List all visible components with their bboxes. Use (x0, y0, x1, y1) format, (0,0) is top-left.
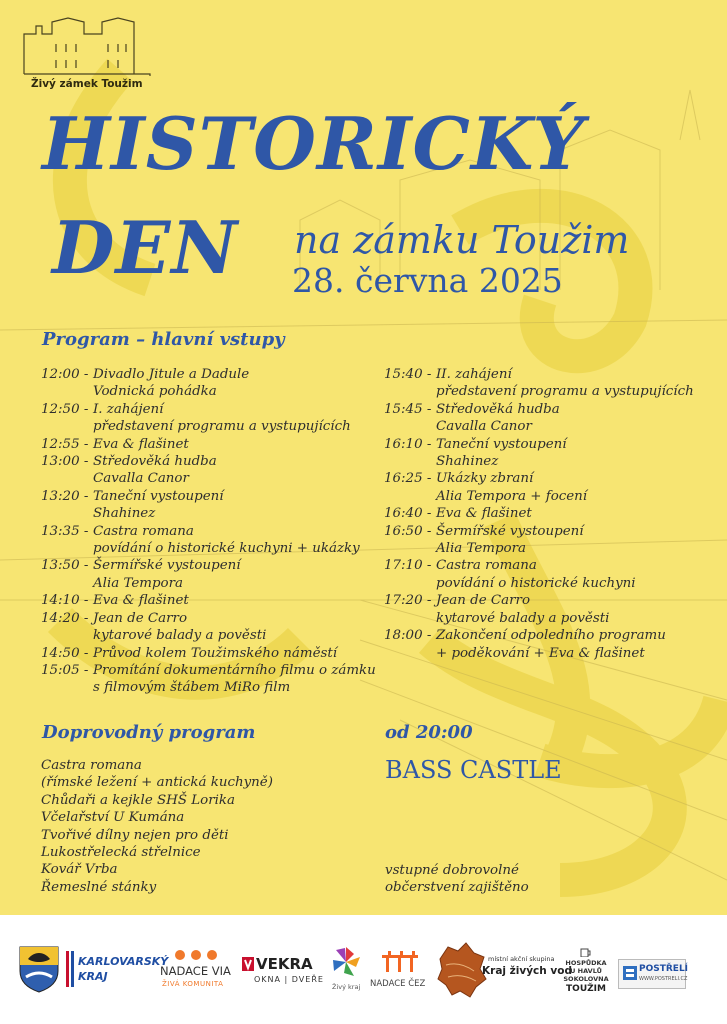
entry-time: 15:40 - (384, 367, 432, 382)
schedule-entry (384, 436, 714, 471)
entry-line: představení programu a vystupujících (436, 384, 694, 400)
zivy-zamek-logo (22, 14, 154, 98)
touzim-coat-of-arms-icon (18, 945, 60, 993)
entry-line: Eva & flašinet (93, 436, 189, 452)
entry-line: Cavalla Canor (93, 471, 189, 487)
schedule-right (384, 366, 714, 662)
entry-time: 15:05 - (41, 662, 89, 678)
hospudka-logo (560, 947, 612, 1003)
karlovarsky-text: KARLOVARSKÝ (78, 955, 169, 968)
schedule-entry (384, 401, 714, 436)
kraj-text: KRAJ (78, 970, 108, 983)
via-dots-icon (174, 949, 222, 961)
entry-line: Eva & flašinet (436, 506, 532, 522)
entry-time: 13:35 - (41, 523, 89, 539)
entry-line: Taneční vystoupení (93, 488, 224, 504)
band-name: BASS CASTLE (385, 756, 562, 784)
entry-line: Alia Tempora (436, 541, 527, 557)
schedule-left (41, 366, 381, 697)
entry-line: Castra romana (93, 523, 194, 539)
entry-line: Vodnická pohádka (93, 384, 217, 400)
entry-line: Shahinez (93, 506, 156, 522)
list-item: (římské ležení + antická kuchyně) (41, 775, 273, 791)
schedule-entry (384, 592, 714, 627)
nadace-via-logo (160, 949, 236, 993)
entry-time: 16:10 - (384, 436, 432, 452)
entry-line: povídání o historické kuchyni (436, 575, 636, 591)
entry-line: kytarové balady a pověsti (93, 628, 267, 644)
hospudka-text: HOSPŮDKA (565, 959, 607, 967)
list-item: Kovář Vrba (41, 862, 118, 878)
entry-line: Cavalla Canor (436, 419, 532, 435)
entry-time: 14:50 - (41, 645, 89, 661)
mas-kraj-zivych-vod-logo (434, 941, 572, 1001)
entry-line: Zakončení odpoledního programu (436, 628, 666, 644)
entry-time: 17:20 - (384, 593, 432, 609)
list-item: Včelařství U Kumána (41, 810, 185, 826)
logo-text: Živý zámek Toužim (31, 78, 143, 90)
entry-line: Alia Tempora + focení (436, 488, 588, 504)
entry-line: II. zahájení (436, 367, 512, 382)
entry-time: 13:50 - (41, 558, 89, 574)
schedule-entry (41, 557, 381, 592)
schedule-entry (41, 610, 381, 645)
subtitle: na zámku Toužim (294, 218, 630, 262)
entry-time: 13:20 - (41, 488, 89, 504)
entry-line: Středověká hudba (93, 454, 217, 470)
nadace-via-text: NADACE VIA (160, 964, 231, 978)
schedule-entry (41, 453, 381, 488)
schedule-entry (41, 401, 381, 436)
schedule-entry (384, 523, 714, 558)
evening-notes (385, 862, 529, 897)
entry-time: 13:00 - (41, 454, 89, 470)
schedule-entry (41, 523, 381, 558)
schedule-entry (41, 592, 381, 609)
evening-heading: od 20:00 (385, 722, 473, 743)
schedule-entry (41, 436, 381, 453)
title-historicky: HISTORICKÝ (42, 101, 585, 186)
entry-line: Jean de Carro (93, 610, 188, 626)
nadace-cez-logo (370, 951, 434, 995)
entry-time: 16:50 - (384, 523, 432, 539)
schedule-entry (41, 662, 381, 697)
side-program-heading: Doprovodný program (42, 722, 256, 743)
title-den: DEN (52, 205, 239, 290)
entry-line: Taneční vystoupení (436, 436, 567, 452)
entry-line: povídání o historické kuchyni + ukázky (93, 541, 360, 557)
entry-line: Alia Tempora (93, 575, 184, 591)
vekra-text: VEKRA (256, 955, 313, 973)
entry-line: Středověká hudba (436, 401, 560, 417)
entry-time: 12:55 - (41, 436, 89, 452)
pinwheel-icon (330, 945, 362, 979)
beer-mug-icon (580, 947, 592, 957)
event-date: 28. června 2025 (292, 261, 563, 300)
mas-text: místní akční skupina (488, 955, 555, 963)
entry-line: s filmovým štábem MiRo film (93, 680, 291, 696)
note-line: občerstvení zajištěno (385, 880, 529, 896)
entry-time: 15:45 - (384, 401, 432, 417)
postreli-logo (618, 959, 689, 989)
postreli-text: POSTŘELÍ (639, 964, 689, 974)
entry-line: Jean de Carro (436, 593, 531, 609)
side-program-list (41, 757, 273, 896)
vekra-logo (242, 955, 322, 991)
schedule-entry (384, 557, 714, 592)
entry-line: I. zahájení (93, 401, 164, 417)
sponsor-footer (0, 915, 727, 1024)
u-havlu-text: U HAVLŮ (570, 967, 602, 975)
schedule-entry (41, 488, 381, 523)
entry-time: 16:40 - (384, 506, 432, 522)
entry-line: Shahinez (436, 454, 499, 470)
entry-time: 12:50 - (41, 401, 89, 417)
ziva-komunita-text: ŽIVÁ KOMUNITA (162, 980, 224, 988)
list-item: Castra romana (41, 758, 142, 773)
schedule-entry (384, 366, 714, 401)
entry-line: Divadlo Jitule a Dadule (93, 367, 250, 382)
schedule-entry (41, 645, 381, 662)
entry-line: Ukázky zbraní (436, 471, 534, 487)
vekra-mark-icon (242, 957, 254, 971)
list-item: Řemeslné stánky (41, 879, 157, 895)
list-item: Tvořivé dílny nejen pro děti (41, 827, 229, 843)
entry-line: Šermířské vystoupení (436, 523, 584, 539)
zivy-kraj-text: Živý kraj (332, 983, 361, 991)
postreli-url-text: WWW.POSTRELI.CZ (639, 976, 688, 982)
entry-line: Promítání dokumentárního filmu o zámku (93, 662, 376, 678)
entry-line: Šermířské vystoupení (93, 558, 241, 574)
entry-line: představení programu a vystupujících (93, 419, 351, 435)
entry-line: kytarové balady a pověsti (436, 610, 610, 626)
entry-line: Eva & flašinet (93, 593, 189, 609)
kraj-zivych-vod-text: Kraj živých vod (482, 965, 572, 977)
main-program-heading: Program – hlavní vstupy (42, 329, 285, 350)
entry-time: 16:25 - (384, 471, 432, 487)
postreli-mark-icon (623, 966, 637, 980)
sokolovna-text: SOKOLOVNA (563, 975, 609, 983)
okna-dvere-text: OKNA | DVEŘE (254, 975, 324, 984)
entry-time: 14:20 - (41, 610, 89, 626)
karlovarsky-kraj-logo (66, 949, 169, 991)
entry-line: + poděkování + Eva & flašinet (436, 645, 645, 661)
entry-line: Castra romana (436, 558, 537, 574)
list-item: Lukostřelecká střelnice (41, 845, 201, 861)
entry-time: 18:00 - (384, 628, 432, 644)
kraj-stripes-icon (66, 951, 76, 987)
touzim-text: TOUŽIM (566, 984, 606, 994)
schedule-entry (384, 470, 714, 505)
entry-time: 17:10 - (384, 558, 432, 574)
entry-time: 12:00 - (41, 367, 89, 382)
cez-mark-icon (382, 951, 418, 973)
entry-time: 14:10 - (41, 593, 89, 609)
schedule-entry (384, 627, 714, 662)
region-map-icon (434, 941, 488, 999)
schedule-entry (41, 366, 381, 401)
list-item: Chůdaři a kejkle SHŠ Lorika (41, 792, 236, 808)
zivy-kraj-logo (328, 945, 364, 997)
schedule-entry (384, 505, 714, 522)
note-line: vstupné dobrovolné (385, 863, 519, 878)
castle-outline-icon (22, 14, 154, 76)
entry-line: Průvod kolem Toužimského náměstí (93, 645, 338, 661)
nadace-cez-text: NADACE ČEZ (370, 979, 426, 989)
